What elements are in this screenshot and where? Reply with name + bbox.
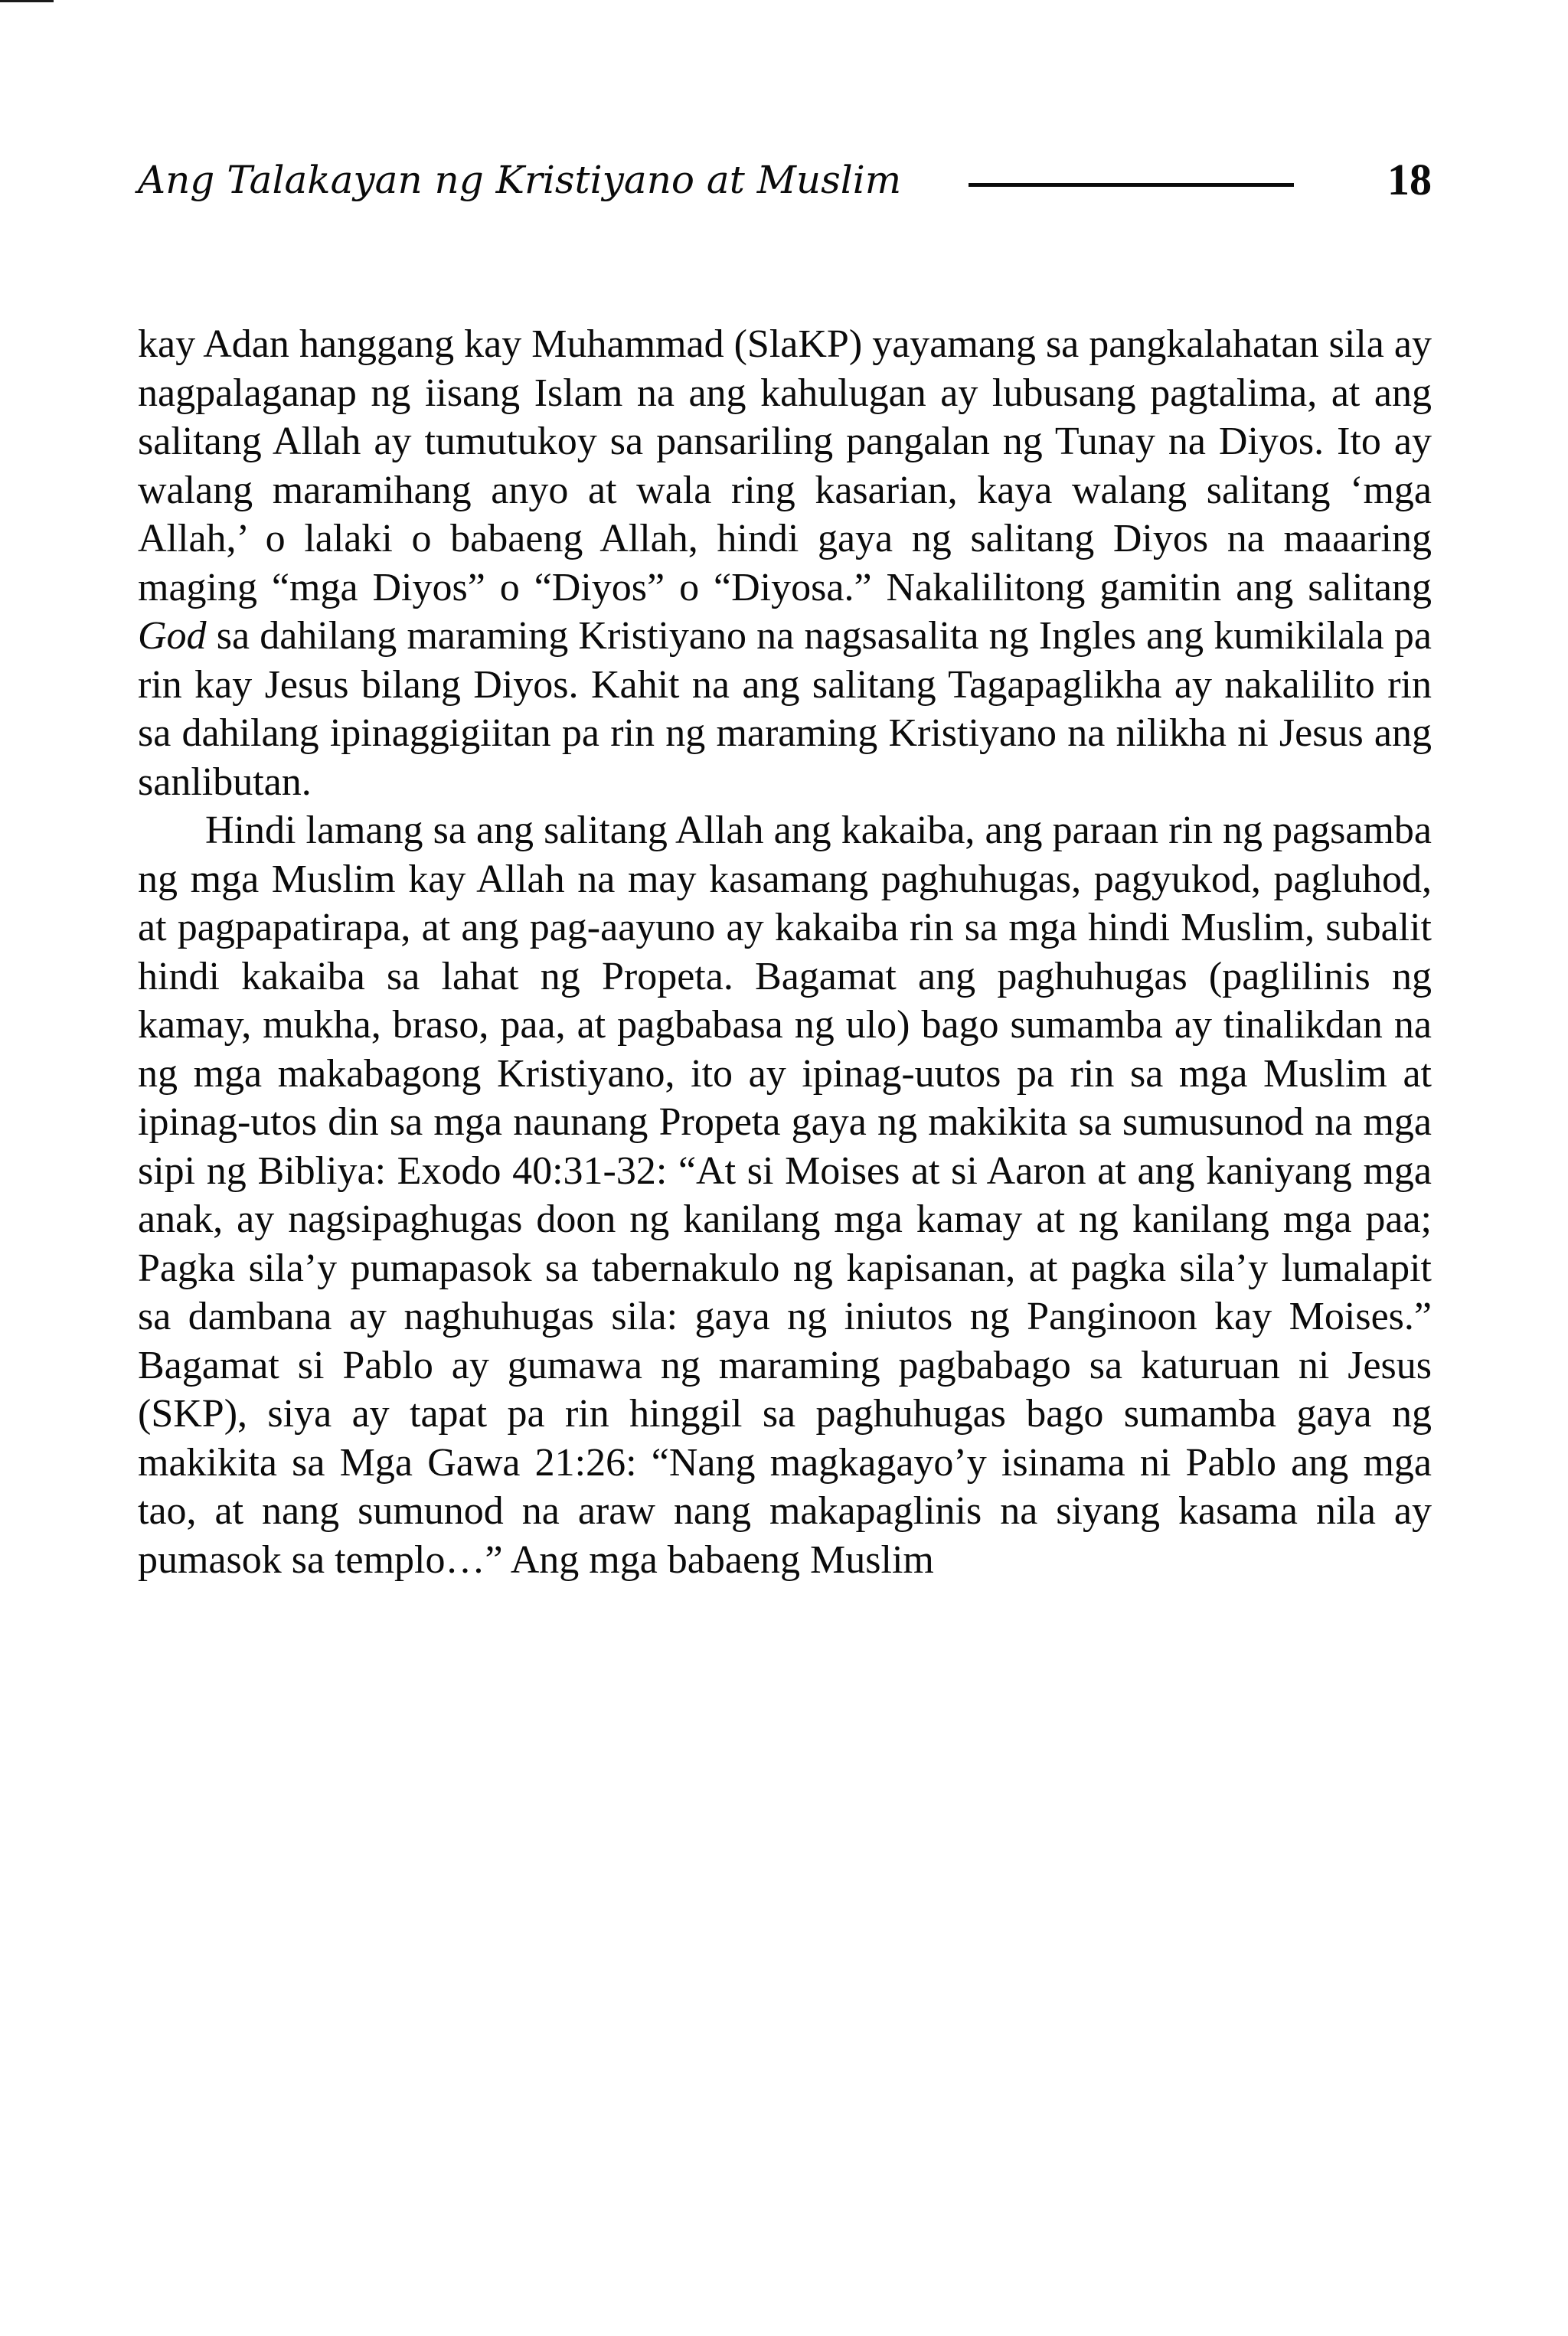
header-rule — [969, 183, 1294, 187]
paragraph-text: sa dahilang maraming Kristiyano na nagsasalita ng Ingles ang kumikilala pa rin kay Jesus bilang Diyos. Kahit na ang salitang Tagapaglikha ay nakalilito rin sa dahilang ipinaggigiitan pa rin ng maraming Kristiyano na nilikha ni Jesus ang sanlibutan. — [138, 614, 1432, 804]
body-text — [138, 320, 1432, 1584]
page-number: 18 — [1387, 155, 1432, 204]
emphasized-word: God — [138, 614, 207, 658]
running-header — [138, 157, 1432, 211]
paragraph-text: kay Adan hanggang kay Muhammad (SlaKP) yayamang sa pangkalahatan sila ay nagpalaganap ng iisang Islam na ang kahulugan ay lubusang pagtalima, at ang salitang Allah ay tumutukoy sa pansariling pangalan ng Tunay na Diyos. Ito ay walang maramihang anyo at wala ring kasarian, kaya walang salitang ‘mga Allah,’ o lalaki o babaeng Allah, hindi gaya ng salitang Diyos na maaaring maging “mga Diyos” o “Diyos” o “Diyosa.” Nakalilitong gamitin ang salitang — [138, 322, 1432, 609]
paragraph-text: Hindi lamang sa ang salitang Allah ang kakaiba, ang paraan rin ng pagsamba ng mga Muslim kay Allah na may kasamang paghuhugas, pagyukod, pagluhod, at pagpapatirapa, at ang pag-aayuno ay kakaiba rin sa mga hindi Muslim, subalit hindi kakaiba sa lahat ng Propeta. Bagamat ang paghuhugas (paglilinis ng kamay, mukha, braso, paa, at pagbabasa ng ulo) bago sumamba ay tinalikdan na ng mga makabagong Kristiyano, ito ay ipinag-uutos pa rin sa mga Muslim at ipinag-utos din sa mga naunang Propeta gaya ng makikita sa sumusunod na mga sipi ng Bibliya: Exodo 40:31-32: “At si Moises at si Aaron at ang kaniyang mga anak, ay nagsipaghugas doon ng kanilang mga kamay at ng kanilang mga paa; Pagka sila’y pumapasok sa tabernakulo ng kapisanan, at pagka sila’y lumalapit sa dambana ay naghuhugas sila: gaya ng iniutos ng Panginoon kay Moises.” Bagamat si Pablo ay gumawa ng maraming pagbabago sa katuruan ni Jesus (SKP), siya ay tapat pa rin hinggil sa paghuhugas bago sumamba gaya ng makikita sa Mga Gawa 21:26: “Nang magkagayo’y isinama ni Pablo ang mga tao, at nang sumunod na araw nang makapaglinis na siyang kasama nila ay pumasok sa templo…” Ang mga babaeng Muslim — [138, 809, 1432, 1582]
scan-corner-mark — [0, 0, 54, 2]
book-title: Ang Talakayan ng Kristiyano at Muslim — [138, 158, 902, 202]
paragraph-continued — [138, 320, 1432, 806]
paragraph — [138, 806, 1432, 1584]
